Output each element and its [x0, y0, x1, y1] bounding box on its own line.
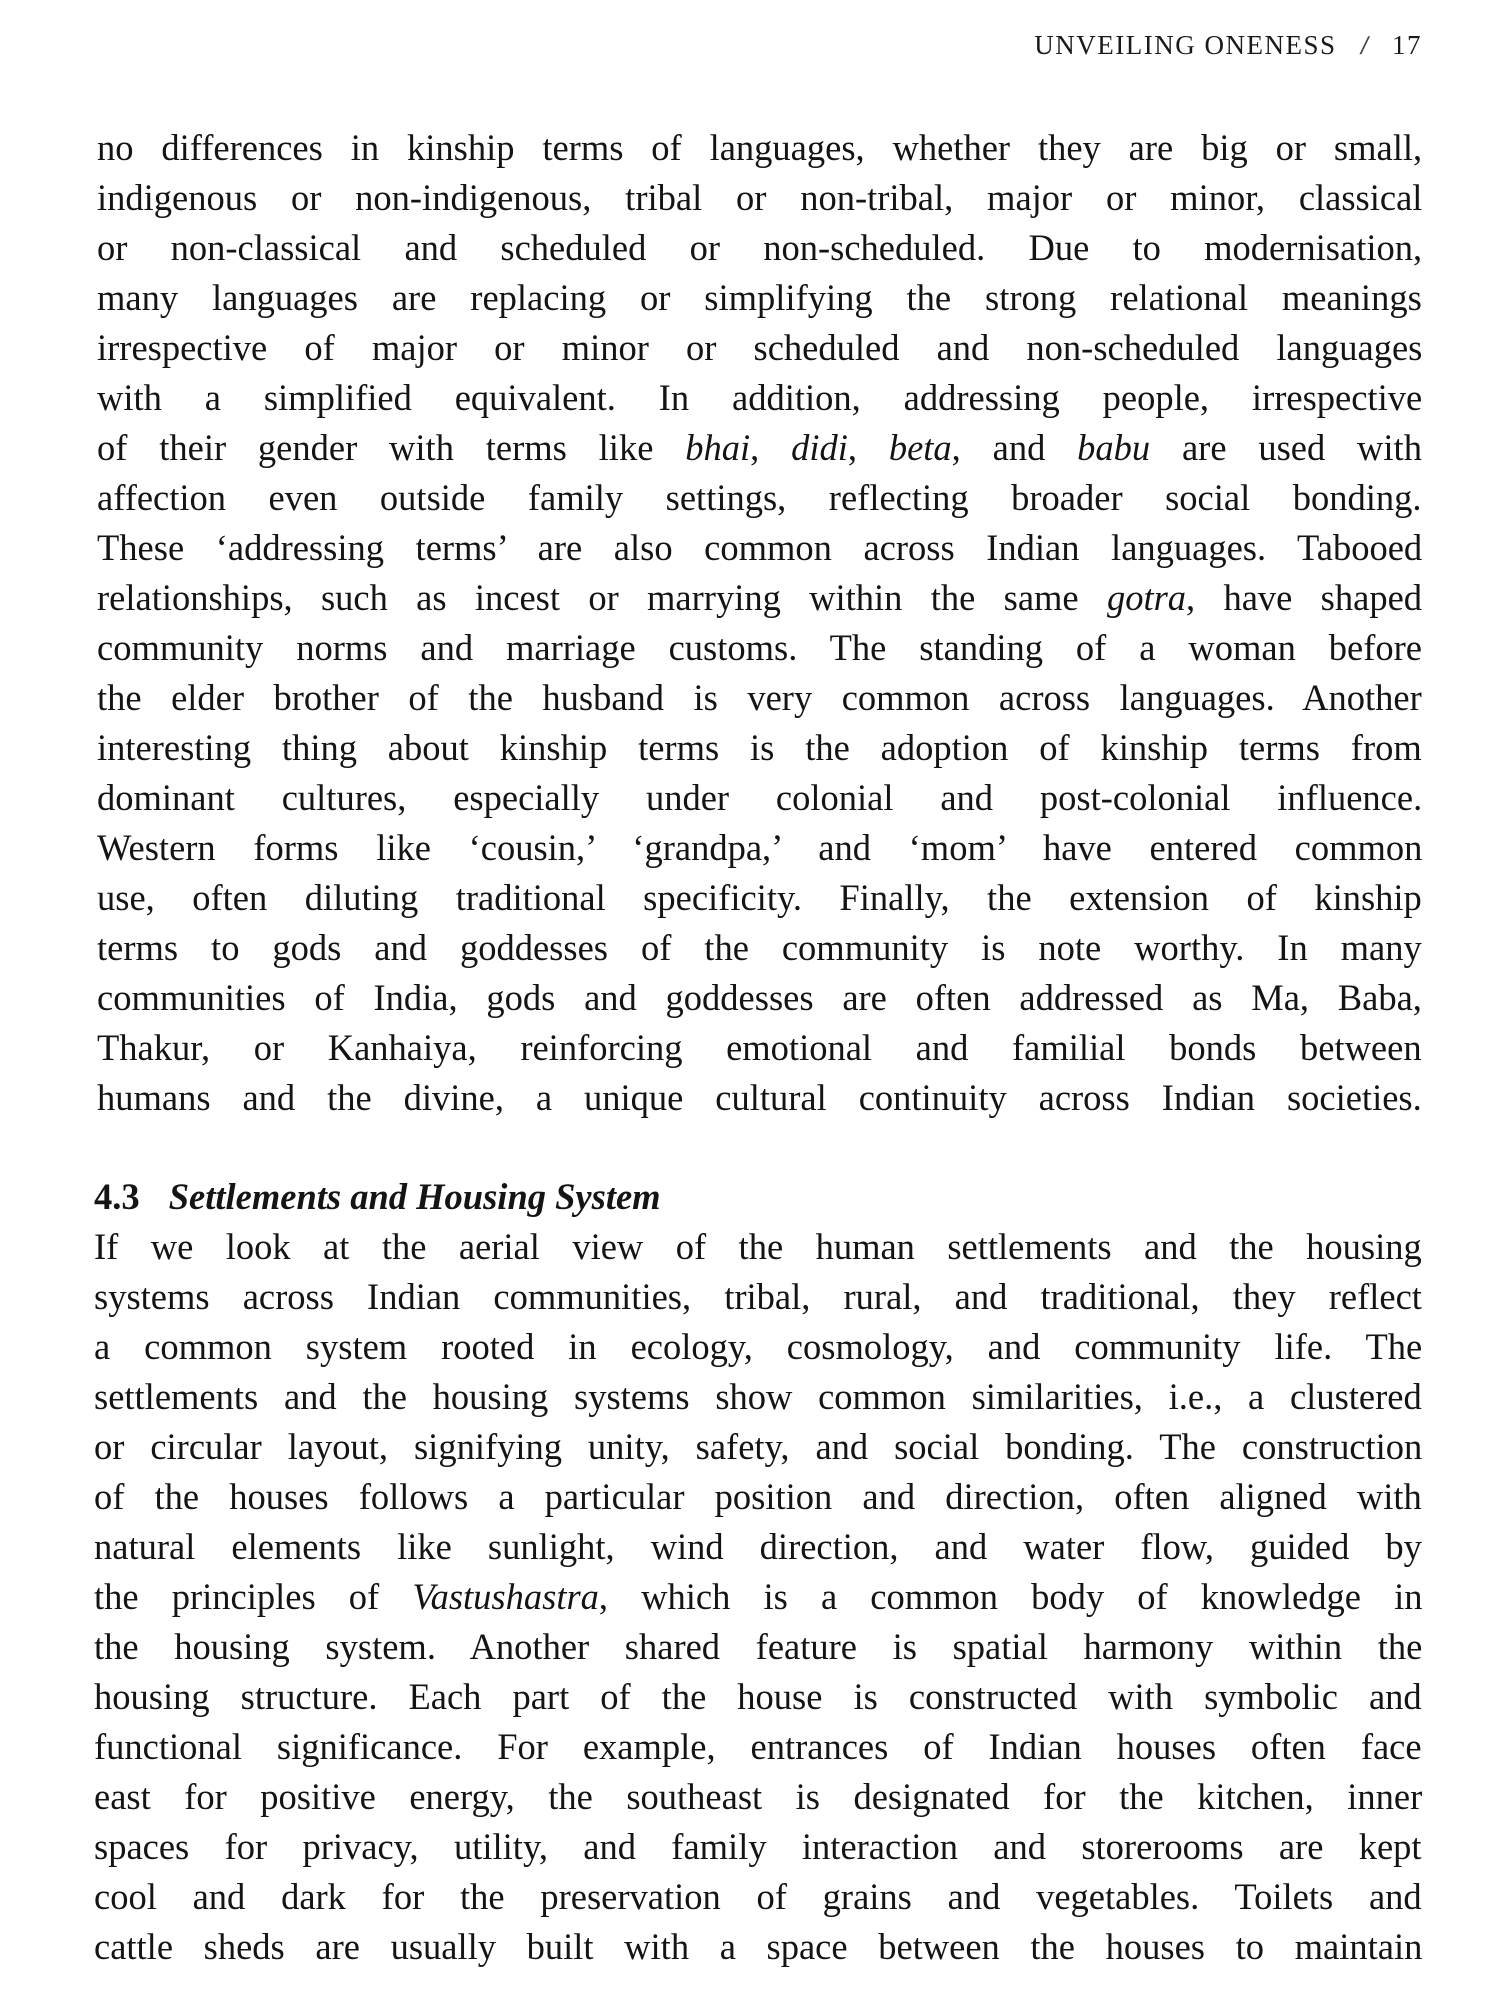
text-segment: , have shaped [1186, 577, 1423, 618]
text-line: community norms and marriage customs. The standing of a woman before [97, 627, 1422, 668]
text-line: If we look at the aerial view of the human settlements and the housing [94, 1226, 1422, 1267]
text-line: humans and the divine, a unique cultural continuity across Indian societies. [97, 1077, 1422, 1118]
paragraph-kinship [97, 123, 1422, 1123]
text-line: the housing system. Another shared feature is spatial harmony within the [94, 1626, 1423, 1667]
text-line: interesting thing about kinship terms is the adoption of kinship terms from [97, 727, 1422, 768]
italic-term: bhai [685, 427, 751, 468]
text-line: the elder brother of the husband is very common across languages. Another [97, 677, 1422, 718]
text-segment: of their gender with terms like [97, 427, 686, 468]
section-heading [94, 1172, 1422, 1222]
italic-term: Vastushastra [412, 1576, 599, 1617]
text-line: use, often diluting traditional specificity. Finally, the extension of kinship [97, 877, 1422, 918]
section-number: 4.3 [94, 1176, 140, 1217]
page-number: 17 [1392, 30, 1422, 60]
section-settlements [94, 1172, 1422, 1972]
text-segment: , which is a common body of knowledge in [598, 1576, 1423, 1617]
text-line: or non-classical and scheduled or non-scheduled. Due to modernisation, [97, 227, 1423, 268]
text-segment: , and [951, 427, 1078, 468]
text-segment: , [750, 427, 792, 468]
text-segment: are used with [1150, 427, 1422, 468]
header-separator: / [1358, 30, 1372, 60]
text-segment: relationships, such as incest or marrying within the same [97, 577, 1107, 618]
italic-term: beta [888, 427, 952, 468]
text-line: irrespective of major or minor or scheduled and non-scheduled languages [97, 327, 1423, 368]
text-line: or circular layout, signifying unity, safety, and social bonding. The construction [94, 1426, 1423, 1467]
section-title: Settlements and Housing System [168, 1176, 661, 1217]
text-line: cattle sheds are usually built with a space between the houses to maintain [94, 1926, 1423, 1967]
text-line: housing structure. Each part of the house is constructed with symbolic and [94, 1676, 1422, 1717]
text-line: spaces for privacy, utility, and family interaction and storerooms are kept [94, 1826, 1422, 1867]
text-line: systems across Indian communities, tribal, rural, and traditional, they reflect [94, 1276, 1422, 1317]
paragraph-housing [94, 1222, 1422, 1972]
text-line: with a simplified equivalent. In addition, addressing people, irrespective [97, 377, 1423, 418]
text-line: functional significance. For example, entrances of Indian houses often face [94, 1726, 1422, 1767]
text-line: natural elements like sunlight, wind direction, and water flow, guided by [94, 1526, 1422, 1567]
text-line: terms to gods and goddesses of the community is note worthy. In many [97, 927, 1422, 968]
text-line: a common system rooted in ecology, cosmology, and community life. The [94, 1326, 1423, 1367]
text-line: Western forms like ‘cousin,’ ‘grandpa,’ and ‘mom’ have entered common [97, 827, 1423, 868]
running-header [1034, 30, 1422, 61]
text-segment: the principles of [94, 1576, 413, 1617]
text-line: many languages are replacing or simplifying the strong relational meanings [97, 277, 1422, 318]
italic-term: didi [791, 427, 848, 468]
text-line: dominant cultures, especially under colonial and post-colonial influence. [97, 777, 1423, 818]
italic-term: babu [1077, 427, 1151, 468]
text-line: settlements and the housing systems show common similarities, i.e., a clustered [94, 1376, 1422, 1417]
text-line: affection even outside family settings, reflecting broader social bonding. [97, 477, 1422, 518]
running-title: UNVEILING ONENESS [1034, 30, 1337, 60]
text-line: indigenous or non-indigenous, tribal or non-tribal, major or minor, classical [97, 177, 1423, 218]
text-line: east for positive energy, the southeast is designated for the kitchen, inner [94, 1776, 1423, 1817]
text-line: of the houses follows a particular position and direction, often aligned with [94, 1476, 1422, 1517]
text-line [97, 423, 1422, 473]
text-line [94, 1572, 1422, 1622]
text-line: no differences in kinship terms of languages, whether they are big or small, [97, 127, 1423, 168]
text-line: communities of India, gods and goddesses are often addressed as Ma, Baba, [97, 977, 1422, 1018]
text-segment: , [847, 427, 889, 468]
text-line [97, 573, 1422, 623]
text-line: These ‘addressing terms’ are also common across Indian languages. Tabooed [97, 527, 1423, 568]
italic-term: gotra [1106, 577, 1187, 618]
text-line: cool and dark for the preservation of grains and vegetables. Toilets and [94, 1876, 1422, 1917]
text-line: Thakur, or Kanhaiya, reinforcing emotional and familial bonds between [97, 1027, 1422, 1068]
